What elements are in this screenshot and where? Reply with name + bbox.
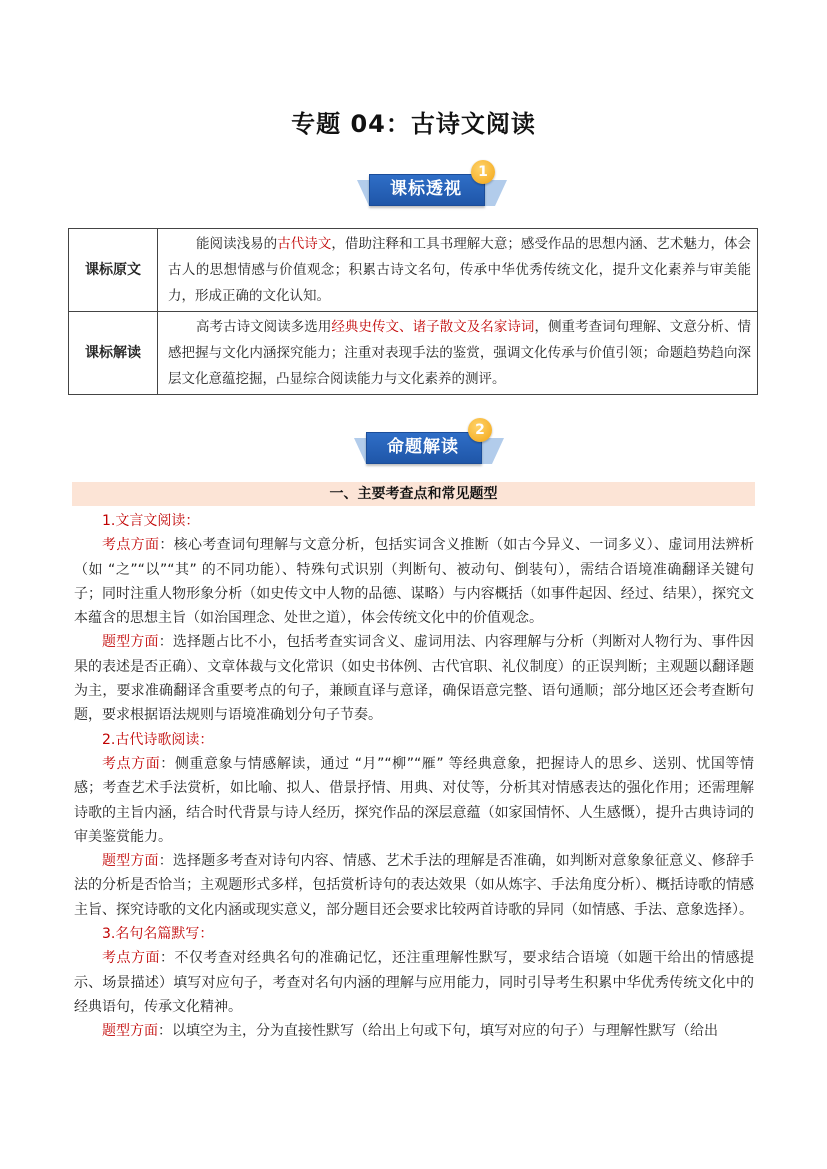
paragraph-text: ：以填空为主，分为直接性默写（给出上句或下句，填写对应的句子）与理解性默写（给出 xyxy=(158,1023,718,1040)
badge-label: 命题解读 xyxy=(387,437,459,457)
paragraph-label: 题型方面 xyxy=(102,634,159,651)
paragraph-label: 考点方面 xyxy=(102,755,161,772)
row-content xyxy=(158,312,758,395)
paragraph xyxy=(74,1019,754,1043)
text-segment: ，侧重考查词句理解、文意分析、情感把握与文化内涵探究能力；注重对表现手法的鉴赏，强调文化传承与价值引领；命题趋势趋向深层文化意蕴挖掘，凸显综合阅读能力与文化素养的测评。 xyxy=(168,319,751,387)
row-content xyxy=(158,229,758,312)
paragraph-label: 题型方面 xyxy=(102,1023,158,1040)
section-badge-2 xyxy=(354,422,504,468)
subsection-heading: 3.名句名篇默写： xyxy=(102,926,214,943)
badge-number-icon: 1 xyxy=(471,160,495,184)
paragraph-label: 考点方面 xyxy=(102,537,160,554)
paragraph-text: ：选择题占比不小，包括考查实词含义、虚词用法、内容理解与分析（判断对人物行为、事件因果的表述是否正确）、文章体裁与文化常识（如史书体例、古代官职、礼仪制度）的正误判断；主观题以翻译题为主，要求准确翻译含重要考点的句子，兼顾直译与意译，确保语意完整、语句通顺；部分地区还会考查断句题，要求根据语法规则与语境准确划分句子节奏。 xyxy=(74,634,755,724)
paragraph-label: 考点方面 xyxy=(102,950,160,967)
paragraph xyxy=(74,946,754,1019)
paragraph xyxy=(74,533,754,630)
subsection-heading: 1.文言文阅读： xyxy=(102,513,200,529)
paragraph-text: ：核心考查词句理解与文意分析，包括实词含义推断（如古今异义、一词多义）、虚词用法辨析（如 “之”“以”“其” 的不同功能）、特殊句式识别（判断句、被动句、倒装句），需结合语境准确翻译关键句子；同时注重人物形象分析（如史传文中人物的品德、谋略）与内容概括（如事件起因、经过、结果），探究文本蕴含的思想主旨（如治国理念、处世之道），体会传统文化中的价值观念。 xyxy=(74,537,755,627)
curriculum-standards-table xyxy=(68,228,758,395)
paragraph-text: ：侧重意象与情感解读，通过 “月”“柳”“雁” 等经典意象，把握诗人的思乡、送别、忧国等情感；考查艺术手法赏析，如比喻、拟人、借景抒情、用典、对仗等，分析其对情感表达的强化作用；还需理解诗歌的主旨内涵，结合时代背景与诗人经历，探究作品的深层意蕴（如家国情怀、人生感慨），提升古典诗词的审美鉴赏能力。 xyxy=(74,755,755,845)
text-segment: 能阅读浅易的 xyxy=(196,236,278,252)
row-header: 课标解读 xyxy=(69,312,158,395)
table-row xyxy=(69,312,758,395)
paragraph xyxy=(74,849,754,922)
text-segment: ，借助注释和工具书理解大意；感受作品的思想内涵、艺术魅力，体会古人的思想情感与价值观念；积累古诗文名句，传承中华优秀传统文化，提升文化素养与审美能力，形成正确的文化认知。 xyxy=(168,236,752,304)
paragraph xyxy=(74,752,754,849)
paragraph-label: 题型方面 xyxy=(102,853,159,870)
paragraph-text: ：不仅考查对经典名句的准确记忆，还注重理解性默写，要求结合语境（如题干给出的情感提示、场景描述）填写对应句子，考查对名句内涵的理解与应用能力，同时引导考生积累中华优秀传统文化中的经典语句，传承文化精神。 xyxy=(74,950,754,1015)
paragraph xyxy=(74,630,754,727)
page-title: 专题 04：古诗文阅读 xyxy=(291,110,536,138)
highlighted-text: 经典史传文、诸子散文及名家诗词 xyxy=(331,319,535,335)
section-badge-1 xyxy=(357,164,507,210)
subsection-heading: 2.古代诗歌阅读： xyxy=(102,731,214,748)
paragraph-text: ：选择题多考查对诗句内容、情感、艺术手法的理解是否准确，如判断对意象象征意义、修辞手法的分析是否恰当；主观题形式多样，包括赏析诗句的表达效果（如从炼字、手法角度分析）、概括诗歌的情感主旨、探究诗歌的文化内涵或现实意义，部分题目还会要求比较两首诗歌的异同（如情感、手法、意象选择）。 xyxy=(74,853,755,918)
highlighted-text: 古代诗文 xyxy=(277,236,332,252)
main-content xyxy=(74,509,754,1044)
table-row xyxy=(69,229,758,312)
badge-label: 课标透视 xyxy=(390,179,462,199)
text-segment: 高考古诗文阅读多选用 xyxy=(196,319,332,335)
row-header: 课标原文 xyxy=(69,229,158,312)
badge-number-icon: 2 xyxy=(468,418,492,442)
section-heading-bar: 一、主要考查点和常见题型 xyxy=(72,482,755,506)
